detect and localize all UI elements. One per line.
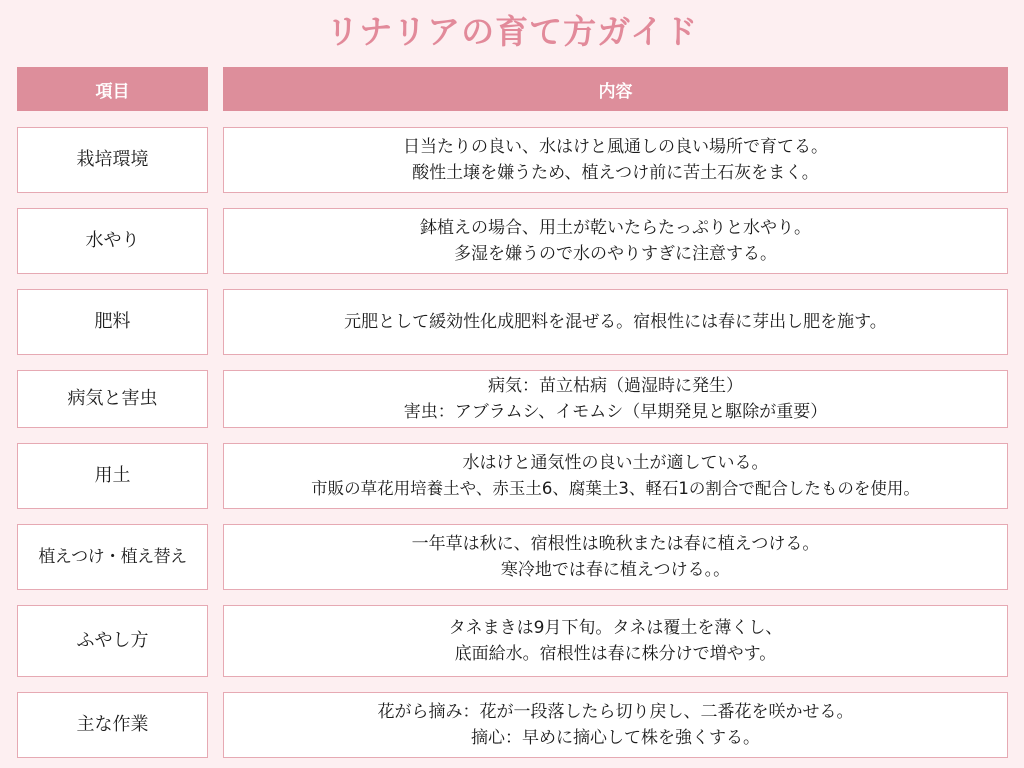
row-content-soil xyxy=(223,443,1008,509)
content-line: 害虫：アブラムシ、イモムシ（早期発見と駆除が重要） xyxy=(403,402,828,422)
row-label-planting-repotting: 植えつけ・植え替え xyxy=(17,524,208,590)
row-content-disease-pests xyxy=(223,370,1008,428)
header-item: 項目 xyxy=(17,67,208,111)
row-label-propagation: ふやし方 xyxy=(17,605,208,677)
row-label-disease-pests: 病気と害虫 xyxy=(17,370,208,428)
row-label-fertilizer: 肥料 xyxy=(17,289,208,355)
content-line: タネまきは9月下旬。タネは覆土を薄くし、 xyxy=(448,618,783,638)
row-label-watering: 水やり xyxy=(17,208,208,274)
row-content-fertilizer xyxy=(223,289,1008,355)
row-content-main-tasks xyxy=(223,692,1008,758)
content-line: 鉢植えの場合、用土が乾いたらたっぷりと水やり。 xyxy=(420,218,811,238)
content-line: 花がら摘み：花が一段落したら切り戻し、二番花を咲かせる。 xyxy=(377,702,854,722)
content-line: 摘心：早めに摘心して株を強くする。 xyxy=(471,728,760,748)
content-line: 日当たりの良い、水はけと風通しの良い場所で育てる。 xyxy=(403,137,828,157)
content-line: 酸性土壌を嫌うため、植えつけ前に苦土石灰をまく。 xyxy=(412,163,819,183)
header-content: 内容 xyxy=(223,67,1008,111)
row-label-main-tasks: 主な作業 xyxy=(17,692,208,758)
row-label-cultivation-environment: 栽培環境 xyxy=(17,127,208,193)
page-title: リナリアの育て方ガイド xyxy=(325,12,699,51)
row-content-propagation xyxy=(223,605,1008,677)
row-content-cultivation-environment xyxy=(223,127,1008,193)
content-line: 寒冷地では春に植えつける。。 xyxy=(500,560,731,580)
content-line: 元肥として緩効性化成肥料を混ぜる。宿根性には春に芽出し肥を施す。 xyxy=(344,312,887,332)
row-label-soil: 用土 xyxy=(17,443,208,509)
row-content-watering xyxy=(223,208,1008,274)
content-line: 底面給水。宿根性は春に株分けで増やす。 xyxy=(454,644,777,664)
content-line: 一年草は秋に、宿根性は晩秋または春に植えつける。 xyxy=(411,534,820,554)
content-line: 病気：苗立枯病（過湿時に発生） xyxy=(488,376,743,396)
row-content-planting-repotting xyxy=(223,524,1008,590)
content-line: 多湿を嫌うので水のやりすぎに注意する。 xyxy=(454,244,777,264)
content-line: 市販の草花用培養土や、赤玉土6、腐葉土3、軽石1の割合で配合したものを使用。 xyxy=(311,479,920,498)
content-line: 水はけと通気性の良い土が適している。 xyxy=(462,453,769,473)
